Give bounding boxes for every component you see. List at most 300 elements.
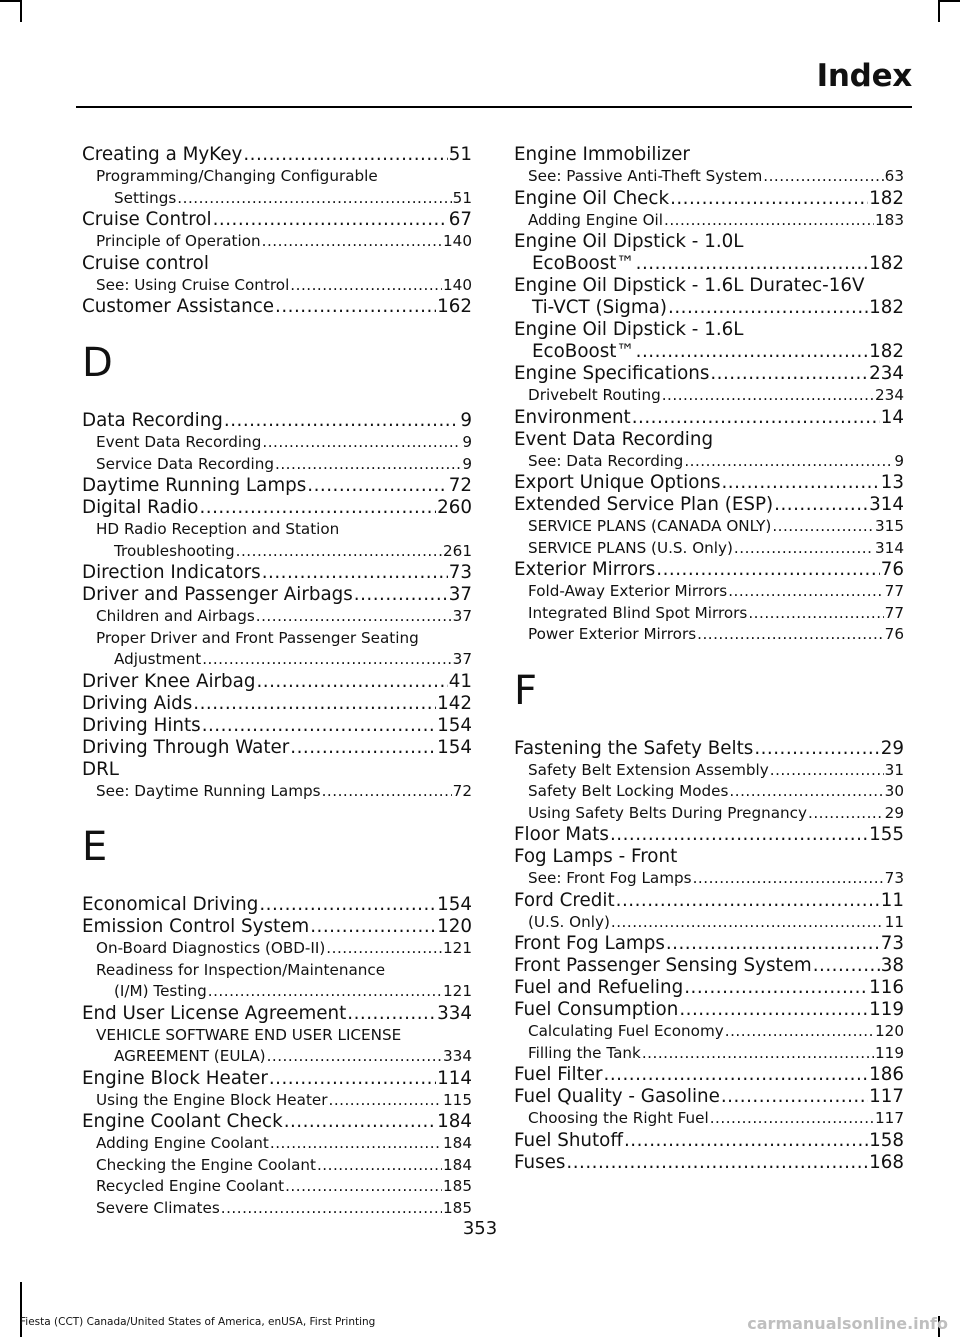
- index-subentry: [514, 385, 904, 407]
- page-number: 353: [462, 1218, 498, 1239]
- entry-label: Event Data Recording: [96, 433, 262, 451]
- leader-dots: [808, 803, 884, 825]
- index-entry: [514, 407, 904, 429]
- page-ref: 117: [875, 1109, 904, 1127]
- index-entry: [514, 472, 904, 494]
- entry-continuation: [514, 341, 904, 363]
- index-subentry: [514, 516, 904, 538]
- page-ref: 37: [448, 584, 472, 605]
- entry-label: Safety Belt Locking Modes: [528, 782, 729, 800]
- page-ref: 154: [437, 714, 472, 736]
- subentry-label: Proper Driver and Front Passenger Seating: [96, 628, 419, 647]
- index-entry: [514, 824, 904, 846]
- entry-label: Fuel and Refueling: [514, 977, 684, 998]
- index-entry: [82, 584, 472, 606]
- leader-dots: [326, 938, 442, 960]
- page-ref: 119: [869, 999, 904, 1020]
- index-subentry: [514, 581, 904, 603]
- page-ref: 11: [884, 912, 904, 931]
- page-ref: 314: [875, 538, 904, 557]
- page-ref: 185: [443, 1177, 472, 1195]
- index-entry: [514, 559, 904, 581]
- leader-dots: [684, 977, 868, 999]
- leader-dots: [310, 916, 436, 938]
- entry-label: Driver and Passenger Airbags: [82, 584, 353, 605]
- leader-dots: [813, 955, 880, 977]
- leader-dots: [636, 253, 868, 275]
- leader-dots: [604, 1064, 869, 1086]
- entry-label: Recycled Engine Coolant: [96, 1177, 285, 1195]
- index-entry: [82, 497, 472, 519]
- page-ref: 73: [880, 933, 904, 954]
- leader-dots: [610, 824, 868, 846]
- page-ref: 120: [437, 916, 472, 937]
- page-ref: 72: [448, 475, 472, 496]
- leader-dots: [275, 296, 436, 318]
- entry-label: Extended Service Plan (ESP): [514, 494, 774, 515]
- page-ref: 261: [443, 541, 472, 560]
- index-subentry: [82, 1176, 472, 1198]
- entry-label: Floor Mats: [514, 824, 609, 845]
- page-ref: 185: [443, 1198, 472, 1217]
- section-letter-d: D: [82, 340, 113, 386]
- page-ref: 9: [894, 451, 904, 470]
- entry-label-continued: EcoBoost™: [532, 253, 635, 274]
- entry-label: Front Fog Lamps: [514, 933, 665, 954]
- index-subentry: [82, 1090, 472, 1112]
- leader-dots: [734, 538, 874, 560]
- entry-label: Fuel Consumption: [514, 999, 679, 1020]
- leader-dots: [770, 760, 884, 782]
- page-ref: 114: [437, 1067, 472, 1089]
- index-subentry: [514, 803, 904, 825]
- index-entry: Event Data Recording: [514, 428, 714, 450]
- page-ref: 51: [448, 144, 472, 165]
- index-entry: [514, 363, 904, 385]
- page-ref: 184: [443, 1155, 472, 1174]
- leader-dots: [642, 1043, 874, 1065]
- page-ref: 14: [880, 406, 904, 428]
- subentry-continuation: [96, 541, 472, 563]
- index-subentry: [82, 275, 472, 297]
- leader-dots: [262, 562, 448, 584]
- index-subentry: [514, 210, 904, 232]
- page-ref: 182: [869, 297, 904, 318]
- page-ref: 315: [875, 517, 904, 535]
- index-entry: [82, 410, 472, 432]
- leader-dots: [697, 624, 884, 646]
- page-ref: 162: [437, 296, 472, 317]
- page-ref: 38: [880, 955, 904, 976]
- leader-dots: [285, 1176, 442, 1198]
- page-ref: 184: [443, 1134, 472, 1152]
- index-entry: [82, 144, 472, 166]
- entry-label: Children and Airbags: [96, 607, 255, 625]
- index-entry: [82, 671, 472, 693]
- index-column-right: [514, 144, 904, 1174]
- leader-dots: [224, 410, 459, 432]
- index-entry: [514, 188, 904, 210]
- leader-dots: [624, 1130, 868, 1152]
- leader-dots: [236, 541, 442, 563]
- entry-label: SERVICE PLANS (U.S. Only): [528, 538, 733, 557]
- leader-dots: [670, 188, 868, 210]
- index-subentry: [82, 628, 472, 671]
- subentry-label: VEHICLE SOFTWARE END USER LICENSE: [96, 1025, 402, 1044]
- entry-label: Engine Oil Dipstick - 1.0L: [514, 231, 744, 252]
- leader-dots: [347, 1003, 436, 1025]
- crop-mark-top-left-v: [20, 0, 22, 22]
- entry-label: Fuel Quality - Gasoline: [514, 1086, 720, 1107]
- leader-dots: [611, 912, 884, 934]
- page-ref: 234: [869, 363, 904, 384]
- page-ref: 234: [875, 386, 904, 404]
- leader-dots: [566, 1152, 868, 1174]
- entry-label: Customer Assistance: [82, 296, 275, 317]
- leader-dots: [243, 144, 447, 166]
- section-e-entries-continued: [514, 144, 904, 646]
- entry-label: Principle of Operation: [96, 232, 261, 250]
- page-ref: 142: [437, 692, 472, 714]
- leader-dots: [270, 1133, 442, 1155]
- page-ref: 37: [452, 607, 472, 625]
- entry-label: Engine Oil Check: [514, 187, 670, 209]
- page-ref: 334: [437, 1002, 472, 1024]
- entry-label: See: Daytime Running Lamps: [96, 781, 321, 800]
- page-ref: 72: [452, 781, 472, 800]
- page-ref: 77: [884, 603, 904, 622]
- index-subentry: [514, 912, 904, 934]
- entry-label: Engine Oil Dipstick - 1.6L Duratec-16V: [514, 275, 865, 296]
- index-entry: [514, 933, 904, 955]
- page-ref: 154: [437, 736, 472, 758]
- page-ref: 334: [443, 1047, 472, 1065]
- leader-dots: [666, 933, 880, 955]
- entry-label: Driving Aids: [82, 692, 193, 714]
- index-subentry: [82, 781, 472, 803]
- leader-dots: [710, 363, 868, 385]
- leader-dots: [317, 1155, 442, 1177]
- page-ref: 31: [884, 760, 904, 779]
- page-ref: 314: [869, 494, 904, 515]
- index-entry: [82, 296, 472, 318]
- index-entry: [82, 209, 472, 231]
- index-entry: [514, 955, 904, 977]
- subentry-continuation: [96, 649, 472, 671]
- page-ref: 63: [884, 167, 904, 185]
- entry-label: Engine Oil Dipstick - 1.6L: [514, 319, 744, 340]
- entry-label: See: Front Fog Lamps: [528, 869, 692, 887]
- crop-mark-top-left: [0, 0, 20, 2]
- index-subentry: [514, 1021, 904, 1043]
- index-entry: [514, 977, 904, 999]
- index-entry: [514, 1130, 904, 1152]
- leader-dots: [284, 1111, 436, 1133]
- entry-label: Digital Radio: [82, 497, 199, 518]
- entry-label: See: Using Cruise Control: [96, 275, 290, 294]
- page-ref: 73: [884, 869, 904, 887]
- index-subentry: [514, 166, 904, 188]
- index-entry: [82, 916, 472, 938]
- entry-label: Data Recording: [82, 410, 223, 431]
- section-letter-f: F: [514, 667, 538, 714]
- leader-dots: [772, 516, 874, 538]
- subentry-label: HD Radio Reception and Station: [96, 520, 340, 538]
- index-subentry: [82, 606, 472, 628]
- entry-label: Using the Engine Block Heater: [96, 1090, 328, 1109]
- entry-label: Creating a MyKey: [82, 144, 243, 165]
- index-subentry: [82, 166, 472, 209]
- index-subentry: [514, 451, 904, 473]
- entry-label: Economical Driving: [82, 894, 259, 915]
- page-ref: 121: [443, 982, 472, 1000]
- leader-dots: [679, 999, 868, 1021]
- crop-mark-top-right-h: [940, 0, 960, 2]
- section-d-entries: [82, 410, 472, 802]
- index-entry: DRL: [82, 758, 119, 780]
- entry-label: Using Safety Belts During Pregnancy: [528, 803, 807, 822]
- index-subentry: [82, 231, 472, 253]
- page-ref: 30: [884, 782, 904, 800]
- leader-dots: [290, 737, 436, 759]
- section-f-entries: [514, 738, 904, 1174]
- subentry-label: Programming/Changing Configurable: [96, 167, 378, 185]
- page-ref: 115: [443, 1090, 472, 1109]
- leader-dots: [656, 559, 879, 581]
- leader-dots: [262, 432, 461, 454]
- entry-label: Power Exterior Mirrors: [528, 625, 697, 643]
- index-subentry: [514, 1043, 904, 1065]
- leader-dots: [684, 451, 893, 473]
- page-ref: 155: [869, 824, 904, 845]
- leader-dots: [275, 454, 461, 476]
- leader-dots: [664, 210, 874, 232]
- index-entry: [514, 1086, 904, 1108]
- index-subentry: [82, 1155, 472, 1177]
- subentry-label-continued: (I/M) Testing: [114, 982, 207, 1000]
- page-ref: 260: [437, 497, 472, 518]
- leader-dots: [213, 209, 448, 231]
- index-subentry: [82, 519, 472, 562]
- subentry-label-continued: Settings: [114, 188, 177, 207]
- leader-dots: [774, 494, 868, 516]
- entry-label: Adding Engine Coolant: [96, 1134, 269, 1152]
- leader-dots: [307, 475, 447, 497]
- leader-dots: [721, 1086, 868, 1108]
- index-subentry: [82, 1025, 472, 1068]
- leader-dots: [722, 472, 880, 494]
- leader-dots: [616, 890, 880, 912]
- section-letter-e: E: [82, 824, 108, 870]
- subentry-continuation: [96, 188, 472, 210]
- page-ref: 29: [880, 737, 904, 759]
- entry-label: Direction Indicators: [82, 562, 261, 583]
- leader-dots: [202, 649, 451, 671]
- index-subentry: [82, 960, 472, 1003]
- subentry-label-continued: Troubleshooting: [114, 541, 235, 560]
- leader-dots: [754, 738, 879, 760]
- page-ref: 154: [437, 894, 472, 915]
- index-entry: Engine Immobilizer: [514, 144, 690, 165]
- leader-dots: [256, 671, 447, 693]
- index-entry: Cruise control: [82, 252, 209, 274]
- index-entry: [514, 319, 904, 363]
- index-entry: [514, 275, 904, 319]
- entry-label: Checking the Engine Coolant: [96, 1155, 316, 1174]
- crop-mark-top-right: [938, 0, 940, 22]
- index-subentry: [82, 938, 472, 960]
- subentry-continuation: [96, 1046, 472, 1068]
- leader-dots: [193, 693, 436, 715]
- entry-label: End User License Agreement: [82, 1002, 347, 1024]
- entry-label: Integrated Blind Spot Mirrors: [528, 603, 748, 622]
- entry-label: Ford Credit: [514, 889, 615, 911]
- subentry-label-continued: AGREEMENT (EULA): [114, 1047, 266, 1065]
- leader-dots: [221, 1198, 442, 1220]
- page-ref: 186: [869, 1064, 904, 1085]
- entry-label: (U.S. Only): [528, 912, 610, 931]
- page-title: Index: [816, 58, 912, 94]
- page-ref: 184: [437, 1111, 472, 1132]
- entry-label: Daytime Running Lamps: [82, 475, 307, 496]
- entry-label: Engine Coolant Check: [82, 1111, 283, 1132]
- entry-label: Calculating Fuel Economy: [528, 1022, 724, 1040]
- leader-dots: [728, 581, 883, 603]
- entry-label: Driving Hints: [82, 714, 201, 736]
- entry-label: Engine Block Heater: [82, 1067, 268, 1089]
- entry-label: Service Data Recording: [96, 454, 275, 473]
- entry-continuation: [514, 297, 904, 319]
- page-ref: 37: [452, 650, 472, 668]
- page-ref: 41: [448, 670, 472, 692]
- page-ref: 116: [869, 977, 904, 998]
- leader-dots: [199, 497, 436, 519]
- page-ref: 9: [460, 410, 472, 431]
- page-ref: 51: [452, 188, 472, 207]
- entry-label: Exterior Mirrors: [514, 559, 656, 580]
- entry-label-continued: EcoBoost™: [532, 341, 635, 362]
- index-entry: [514, 494, 904, 516]
- entry-label: Filling the Tank: [528, 1043, 641, 1062]
- leader-dots: [202, 715, 436, 737]
- page-ref: 9: [462, 454, 472, 473]
- leader-dots: [693, 868, 884, 890]
- page-ref: 119: [875, 1043, 904, 1062]
- page-ref: 168: [869, 1151, 904, 1173]
- page-ref: 120: [875, 1022, 904, 1040]
- leader-dots: [322, 781, 452, 803]
- leader-dots: [763, 166, 883, 188]
- index-entry: [514, 231, 904, 275]
- entry-label-continued: Ti-VCT (Sigma): [532, 297, 668, 318]
- subentry-label: Readiness for Inspection/Maintenance: [96, 960, 386, 979]
- leader-dots: [290, 275, 442, 297]
- leader-dots: [748, 603, 883, 625]
- leader-dots: [329, 1090, 443, 1112]
- index-entry: [514, 1064, 904, 1086]
- entry-label: Fastening the Safety Belts: [514, 737, 754, 759]
- watermark: carmanualsonline.info: [747, 1314, 948, 1333]
- entry-label: Drivebelt Routing: [528, 386, 661, 404]
- section-e-entries: [82, 894, 472, 1219]
- leader-dots: [668, 297, 868, 319]
- page-ref: 13: [880, 472, 904, 493]
- entry-label: Export Unique Options: [514, 472, 721, 493]
- leader-dots: [267, 1046, 442, 1068]
- index-entry: [82, 1003, 472, 1025]
- entry-label: Safety Belt Extension Assembly: [528, 760, 769, 779]
- index-entry: [82, 562, 472, 584]
- index-entry: [82, 475, 472, 497]
- entry-label: See: Data Recording: [528, 451, 684, 470]
- index-entry: [82, 715, 472, 737]
- index-entry: [514, 1152, 904, 1174]
- entry-label: Environment: [514, 406, 631, 428]
- page-ref: 73: [448, 562, 472, 583]
- index-entry: [82, 1111, 472, 1133]
- entry-label: See: Passive Anti-Theft System: [528, 167, 763, 185]
- section-c-entries: [82, 144, 472, 318]
- leader-dots: [208, 981, 442, 1003]
- page-ref: 11: [880, 889, 904, 911]
- leader-dots: [725, 1021, 874, 1043]
- page-ref: 29: [884, 803, 904, 822]
- index-subentry: [514, 603, 904, 625]
- footer-print-info: Fiesta (CCT) Canada/United States of America, enUSA, First Printing: [20, 1316, 376, 1328]
- leader-dots: [354, 584, 448, 606]
- entry-label: Choosing the Right Fuel: [528, 1109, 709, 1127]
- leader-dots: [269, 1068, 436, 1090]
- index-subentry: [514, 1108, 904, 1130]
- leader-dots: [177, 188, 451, 210]
- index-entry: [514, 890, 904, 912]
- leader-dots: [632, 407, 880, 429]
- index-entry: [82, 693, 472, 715]
- subentry-continuation: [96, 981, 472, 1003]
- page-ref: 117: [869, 1086, 904, 1107]
- page-ref: 182: [869, 187, 904, 209]
- leader-dots: [710, 1108, 874, 1130]
- entry-label: Driving Through Water: [82, 736, 290, 758]
- leader-dots: [636, 341, 868, 363]
- index-entry: [82, 894, 472, 916]
- page-ref: 140: [443, 275, 472, 294]
- entry-label: Fuel Shutoff: [514, 1129, 623, 1151]
- title-rule: [76, 106, 912, 108]
- crop-mark-bottom-left: [20, 1282, 22, 1337]
- entry-label: Fuel Filter: [514, 1064, 603, 1085]
- leader-dots: [262, 231, 442, 253]
- index-subentry: [514, 538, 904, 560]
- index-subentry: [82, 1133, 472, 1155]
- index-subentry: [514, 624, 904, 646]
- index-subentry: [514, 868, 904, 890]
- entry-label: Driver Knee Airbag: [82, 670, 256, 692]
- entry-continuation: [514, 253, 904, 275]
- page-ref: 182: [869, 253, 904, 274]
- entry-label: Adding Engine Oil: [528, 210, 663, 229]
- leader-dots: [662, 385, 874, 407]
- page-ref: 182: [869, 341, 904, 362]
- page-ref: 183: [875, 210, 904, 229]
- index-entry: Fog Lamps - Front: [514, 846, 678, 867]
- index-subentry: [82, 1198, 472, 1220]
- entry-label: Emission Control System: [82, 916, 310, 937]
- index-entry: [514, 738, 904, 760]
- leader-dots: [259, 894, 436, 916]
- page-ref: 76: [884, 625, 904, 643]
- index-entry: [82, 737, 472, 759]
